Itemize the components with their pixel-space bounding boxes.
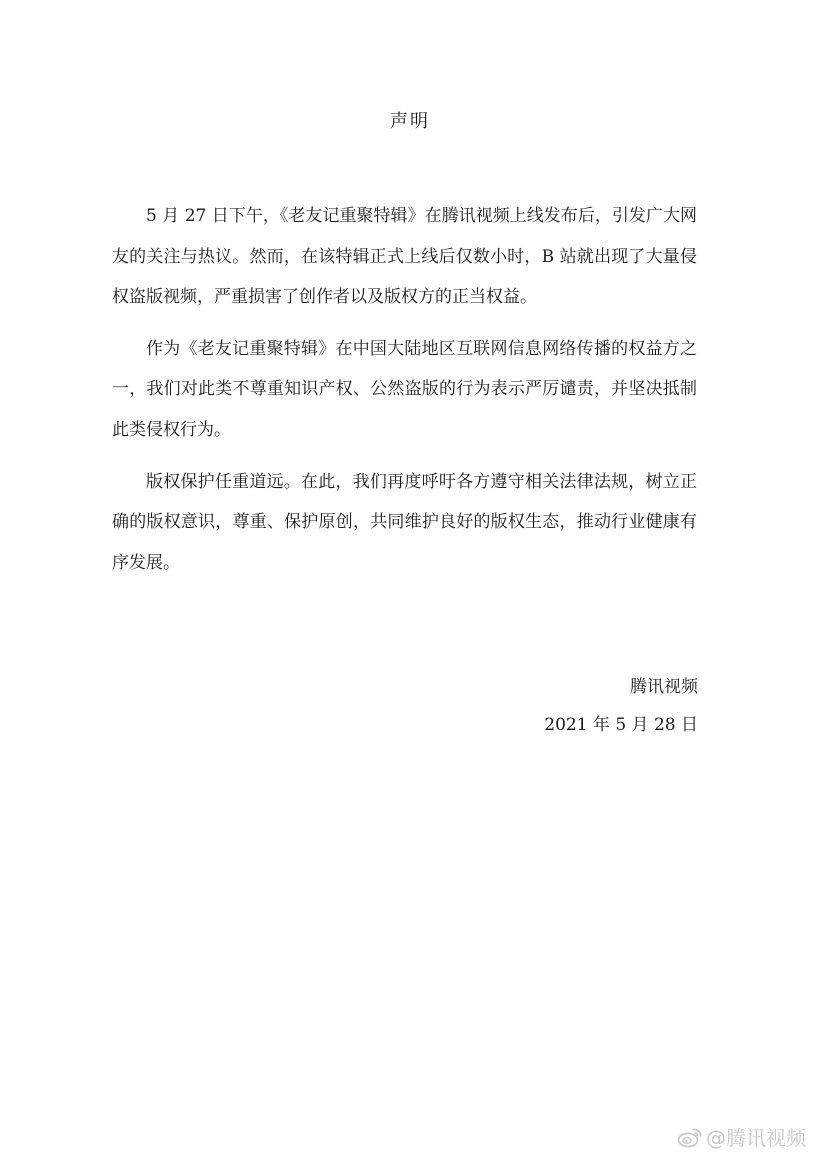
statement-body: [112, 196, 697, 594]
watermark-text: @腾讯视频: [706, 1126, 806, 1150]
signature-date: 2021 年 5 月 28 日: [544, 715, 698, 735]
signature-org: 腾讯视频: [630, 677, 698, 697]
signature-block: [544, 668, 698, 744]
weibo-watermark: [677, 1122, 806, 1151]
paragraph-3: 版权保护任重道远。在此，我们再度呼吁各方遵守相关法律法规，树立正确的版权意识，尊重、保护原创，共同维护良好的版权生态，推动行业健康有序发展。: [112, 471, 697, 573]
weibo-icon: [677, 1126, 703, 1148]
paragraph-1: 5 月 27 日下午，《老友记重聚特辑》在腾讯视频上线发布后，引发广大网友的关注与热议。然而，在该特辑正式上线后仅数小时，B 站就出现了大量侵权盗版视频，严重损害了创作者以及版权方的正当权益。: [112, 206, 697, 308]
paragraph-2: 作为《老友记重聚特辑》在中国大陆地区互联网信息网络传播的权益方之一，我们对此类不尊重知识产权、公然盗版的行为表示严厉谴责，并坚决抵制此类侵权行为。: [112, 338, 697, 440]
statement-title: 声明: [390, 111, 430, 132]
